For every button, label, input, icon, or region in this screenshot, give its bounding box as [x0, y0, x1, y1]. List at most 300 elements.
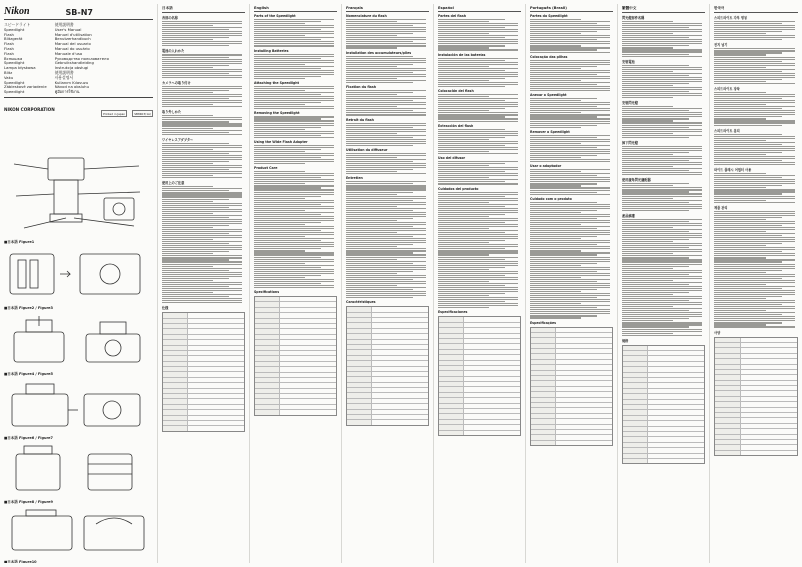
text-line: [622, 210, 689, 211]
text-line: [346, 129, 426, 130]
text-line: [346, 202, 426, 203]
table-cell: [464, 398, 520, 402]
body-text-block: [162, 54, 245, 77]
section-heading: Especificações: [530, 320, 557, 325]
table-cell: [741, 348, 797, 352]
text-line: [530, 74, 597, 75]
table-cell: [188, 410, 244, 414]
table-cell: [347, 361, 372, 365]
table-cell: [255, 297, 280, 301]
text-line: [622, 233, 702, 234]
text-line: [714, 310, 766, 311]
text-line: [622, 148, 702, 149]
text-line: [714, 247, 795, 248]
section-heading: Entretien: [346, 176, 363, 181]
text-line: [438, 287, 518, 288]
text-line: [162, 257, 242, 258]
table-cell: [741, 445, 797, 449]
text-line: [162, 41, 242, 42]
table-cell: [188, 394, 244, 398]
table-cell: [648, 427, 704, 431]
body-text-block: [162, 21, 245, 46]
section-heading: 스피드라이트 각부 명칭: [714, 16, 748, 20]
text-line: [714, 134, 782, 135]
body-text-block: [714, 21, 798, 40]
body-text-block: [254, 86, 337, 109]
text-line: [162, 161, 229, 162]
text-line: [438, 27, 505, 28]
body-text-block: [622, 106, 705, 138]
text-line: [714, 320, 795, 321]
text-line: [714, 179, 795, 180]
text-line: [714, 282, 795, 283]
text-line: [254, 242, 334, 243]
table-cell: [715, 397, 741, 401]
table-cell: [347, 345, 372, 349]
text-line: [438, 25, 518, 26]
text-line: [622, 152, 689, 153]
table-cell: [347, 388, 372, 392]
table-cell: [372, 367, 428, 371]
text-line: [622, 75, 689, 76]
table-cell: [556, 354, 612, 358]
text-line: [622, 191, 689, 192]
text-line: [162, 276, 242, 277]
text-line: [622, 110, 689, 111]
text-line: [622, 146, 702, 147]
text-line: [530, 240, 610, 241]
table-cell: [255, 319, 280, 323]
table-cell: [556, 414, 612, 418]
text-line: [622, 81, 702, 82]
text-line: [346, 275, 426, 276]
text-line: [162, 167, 242, 168]
text-line: [622, 264, 702, 265]
text-line: [438, 21, 489, 22]
cover-language-entry: Lampa błyskowa: [4, 65, 36, 71]
text-line: [714, 71, 782, 72]
text-line: [254, 66, 334, 67]
text-line: [162, 209, 242, 210]
text-line: [530, 214, 610, 215]
text-line: [254, 72, 334, 73]
table-cell: [347, 329, 372, 333]
table-cell: [439, 414, 464, 418]
table-cell: [715, 354, 741, 358]
section-heading: Specifications: [254, 290, 280, 295]
text-line: [438, 121, 518, 122]
table-cell: [163, 421, 188, 425]
table-cell: [439, 317, 464, 321]
text-line: [346, 45, 426, 46]
table-cell: [439, 366, 464, 370]
table-row: [163, 426, 244, 430]
text-line: [622, 318, 689, 319]
text-line: [162, 128, 213, 129]
text-line: [622, 54, 689, 55]
table-cell: [715, 370, 741, 374]
text-line: [622, 249, 702, 250]
table-cell: [531, 441, 556, 445]
text-line: [714, 233, 795, 234]
table-cell: [439, 371, 464, 375]
text-line: [438, 181, 505, 182]
text-line: [346, 254, 426, 255]
text-line: [438, 110, 489, 111]
text-line: [346, 283, 426, 284]
text-column-1: [158, 4, 250, 563]
body-text-block: [346, 123, 429, 146]
figure-2: [4, 248, 152, 308]
table-cell: [531, 371, 556, 375]
body-text-block: [438, 192, 521, 309]
table-cell: [372, 361, 428, 365]
table-cell: [188, 426, 244, 430]
text-line: [714, 79, 782, 80]
table-cell: [280, 394, 336, 398]
text-line: [254, 145, 334, 146]
text-line: [162, 163, 213, 164]
table-cell: [556, 441, 612, 445]
text-line: [622, 27, 689, 28]
text-line: [346, 58, 426, 59]
text-line: [346, 230, 426, 231]
text-line: [346, 153, 426, 154]
text-line: [622, 122, 702, 123]
text-line: [714, 25, 795, 26]
cover-language-entry: Speedlight: [4, 89, 25, 95]
text-line: [346, 214, 426, 215]
cover-language-entry: Gebruikshandleiding: [54, 60, 94, 66]
table-cell: [715, 402, 741, 406]
text-line: [254, 173, 334, 174]
body-text-block: [254, 145, 337, 164]
text-line: [346, 277, 426, 278]
text-line: [254, 106, 334, 107]
column-title: Español: [438, 6, 521, 12]
text-line: [622, 83, 689, 84]
text-line: [530, 52, 610, 53]
text-line: [530, 177, 610, 178]
body-text-block: [714, 173, 798, 203]
text-line: [346, 289, 413, 290]
text-line: [622, 302, 702, 303]
table-cell: [648, 432, 704, 436]
text-line: [346, 259, 397, 260]
text-line: [346, 171, 397, 172]
text-line: [254, 279, 334, 280]
text-line: [438, 163, 505, 164]
specifications-table: [530, 327, 613, 447]
text-line: [254, 234, 334, 235]
table-cell: [464, 393, 520, 397]
table-cell: [255, 367, 280, 371]
text-line: [530, 238, 581, 239]
text-line: [622, 23, 702, 24]
text-line: [438, 58, 518, 59]
text-line: [162, 25, 213, 26]
table-cell: [255, 383, 280, 387]
text-line: [162, 159, 242, 160]
table-cell: [347, 313, 372, 317]
text-line: [714, 63, 795, 64]
text-line: [438, 153, 518, 154]
text-line: [254, 238, 334, 239]
text-line: [254, 216, 334, 217]
table-cell: [531, 349, 556, 353]
text-line: [346, 240, 426, 241]
text-line: [714, 187, 766, 188]
text-line: [530, 218, 597, 219]
text-line: [438, 133, 518, 134]
text-line: [714, 322, 782, 323]
text-line: [622, 284, 689, 285]
text-line: [714, 219, 766, 220]
text-line: [162, 282, 242, 283]
text-line: [714, 33, 766, 34]
text-line: [438, 236, 518, 237]
section-heading: Anexar o Speedlight: [530, 93, 567, 98]
text-line: [346, 145, 413, 146]
text-line: [622, 223, 702, 224]
table-cell: [741, 435, 797, 439]
section-heading: Extracción del flash: [438, 123, 474, 128]
text-line: [530, 311, 610, 312]
table-cell: [464, 420, 520, 424]
text-line: [622, 106, 673, 107]
text-line: [438, 177, 489, 178]
table-cell: [163, 394, 188, 398]
text-line: [438, 147, 518, 148]
text-line: [530, 135, 610, 136]
table-cell: [556, 376, 612, 380]
text-line: [714, 35, 795, 36]
text-line: [438, 305, 518, 306]
text-line: [438, 108, 505, 109]
table-cell: [464, 377, 520, 381]
text-line: [346, 123, 426, 124]
text-line: [254, 137, 334, 138]
text-line: [714, 290, 795, 291]
text-line: [254, 56, 334, 57]
text-line: [162, 199, 229, 200]
body-text-block: [254, 116, 337, 137]
text-line: [254, 214, 321, 215]
body-text-block: [438, 129, 521, 154]
text-line: [254, 78, 305, 79]
text-line: [346, 196, 426, 197]
table-cell: [280, 383, 336, 387]
text-line: [622, 67, 702, 68]
text-line: [438, 283, 518, 284]
cover-language-entry: Manual do usuário: [54, 45, 90, 51]
body-text-block: [530, 98, 613, 128]
text-line: [162, 104, 213, 105]
table-cell: [741, 413, 797, 417]
table-cell: [372, 323, 428, 327]
text-line: [346, 102, 426, 103]
text-line: [346, 269, 426, 270]
table-cell: [372, 356, 428, 360]
table-cell: [372, 345, 428, 349]
table-cell: [464, 328, 520, 332]
text-line: [530, 220, 610, 221]
text-line: [714, 251, 782, 252]
text-line: [622, 133, 673, 134]
table-cell: [347, 334, 372, 338]
text-line: [530, 263, 597, 264]
text-line: [438, 261, 518, 262]
text-line: [346, 236, 413, 237]
text-line: [346, 98, 426, 99]
text-line: [714, 300, 795, 301]
text-line: [714, 160, 782, 161]
text-line: [438, 206, 505, 207]
text-line: [530, 252, 610, 253]
table-cell: [648, 367, 704, 371]
cover-language-entry: Manual del usuario: [54, 41, 91, 47]
text-line: [254, 133, 334, 134]
body-text-block: [438, 94, 521, 122]
text-line: [438, 263, 518, 264]
section-heading: Cuidados del producto: [438, 186, 479, 191]
text-line: [162, 192, 242, 193]
text-line: [254, 33, 334, 34]
text-line: [622, 310, 689, 311]
text-line: [622, 160, 689, 161]
table-cell: [715, 365, 741, 369]
text-line: [438, 218, 518, 219]
text-line: [714, 278, 782, 279]
text-line: [438, 104, 518, 105]
body-text-block: [162, 86, 245, 107]
table-cell: [163, 372, 188, 376]
text-line: [622, 45, 689, 46]
text-line: [530, 187, 610, 188]
text-line: [714, 200, 766, 201]
text-line: [254, 27, 334, 28]
table-cell: [280, 346, 336, 350]
body-text-block: [530, 202, 613, 319]
cover-language-entry: Manuale d'uso: [54, 50, 83, 56]
table-cell: [623, 346, 648, 350]
text-line: [714, 83, 795, 84]
battery-drawing: [4, 248, 152, 302]
text-line: [162, 121, 229, 122]
text-line: [714, 298, 766, 299]
text-line: [714, 239, 795, 240]
text-line: [622, 158, 702, 159]
text-line: [162, 35, 242, 36]
table-cell: [188, 367, 244, 371]
table-cell: [163, 405, 188, 409]
section-heading: 電池の入れかた: [162, 49, 185, 54]
text-line: [622, 278, 702, 279]
table-cell: [531, 408, 556, 412]
section-heading: Usar o adaptador: [530, 164, 562, 169]
text-line: [530, 275, 610, 276]
text-line: [438, 68, 518, 69]
text-line: [438, 169, 518, 170]
text-line: [622, 164, 702, 165]
table-cell: [255, 362, 280, 366]
text-line: [162, 157, 242, 158]
text-line: [254, 194, 334, 195]
text-line: [714, 264, 795, 265]
text-line: [622, 174, 702, 175]
text-line: [530, 273, 610, 274]
table-cell: [372, 399, 428, 403]
table-cell: [347, 415, 372, 419]
table-cell: [464, 404, 520, 408]
table-cell: [188, 399, 244, 403]
table-cell: [741, 451, 797, 455]
table-cell: [741, 402, 797, 406]
text-line: [254, 220, 334, 221]
text-line: [714, 92, 766, 93]
text-line: [162, 196, 242, 197]
text-line: [530, 285, 610, 286]
text-line: [530, 291, 581, 292]
text-line: [714, 249, 795, 250]
section-heading: 取り外しかた: [162, 110, 182, 115]
text-line: [254, 171, 305, 172]
text-line: [622, 324, 702, 325]
text-line: [530, 179, 610, 180]
text-line: [162, 241, 242, 242]
text-line: [714, 196, 795, 197]
speedlight-drawing: [4, 154, 152, 236]
table-cell: [715, 375, 741, 379]
text-line: [530, 25, 610, 26]
text-line: [346, 216, 426, 217]
table-cell: [648, 394, 704, 398]
text-line: [438, 137, 505, 138]
table-cell: [623, 362, 648, 366]
body-text-block: [346, 181, 429, 298]
text-line: [530, 137, 597, 138]
text-line: [346, 112, 426, 113]
text-line: [622, 97, 673, 98]
text-line: [530, 303, 581, 304]
text-line: [438, 94, 518, 95]
table-cell: [280, 351, 336, 355]
section-heading: Parts of the Speedlight: [254, 14, 296, 18]
table-cell: [255, 313, 280, 317]
text-line: [438, 303, 518, 304]
text-line: [622, 314, 702, 315]
text-line: [254, 76, 321, 77]
text-column-3: [342, 4, 434, 563]
text-line: [254, 127, 321, 128]
text-line: [346, 94, 397, 95]
text-line: [714, 21, 795, 22]
table-cell: [439, 344, 464, 348]
text-line: [346, 246, 397, 247]
text-line: [254, 102, 321, 103]
text-line: [254, 19, 334, 20]
text-line: [530, 307, 597, 308]
text-line: [622, 280, 673, 281]
text-line: [622, 304, 702, 305]
text-line: [438, 151, 489, 152]
text-line: [714, 48, 795, 49]
text-line: [162, 147, 242, 148]
text-line: [622, 306, 673, 307]
text-line: [622, 292, 689, 293]
text-line: [254, 208, 334, 209]
text-line: [622, 294, 673, 295]
